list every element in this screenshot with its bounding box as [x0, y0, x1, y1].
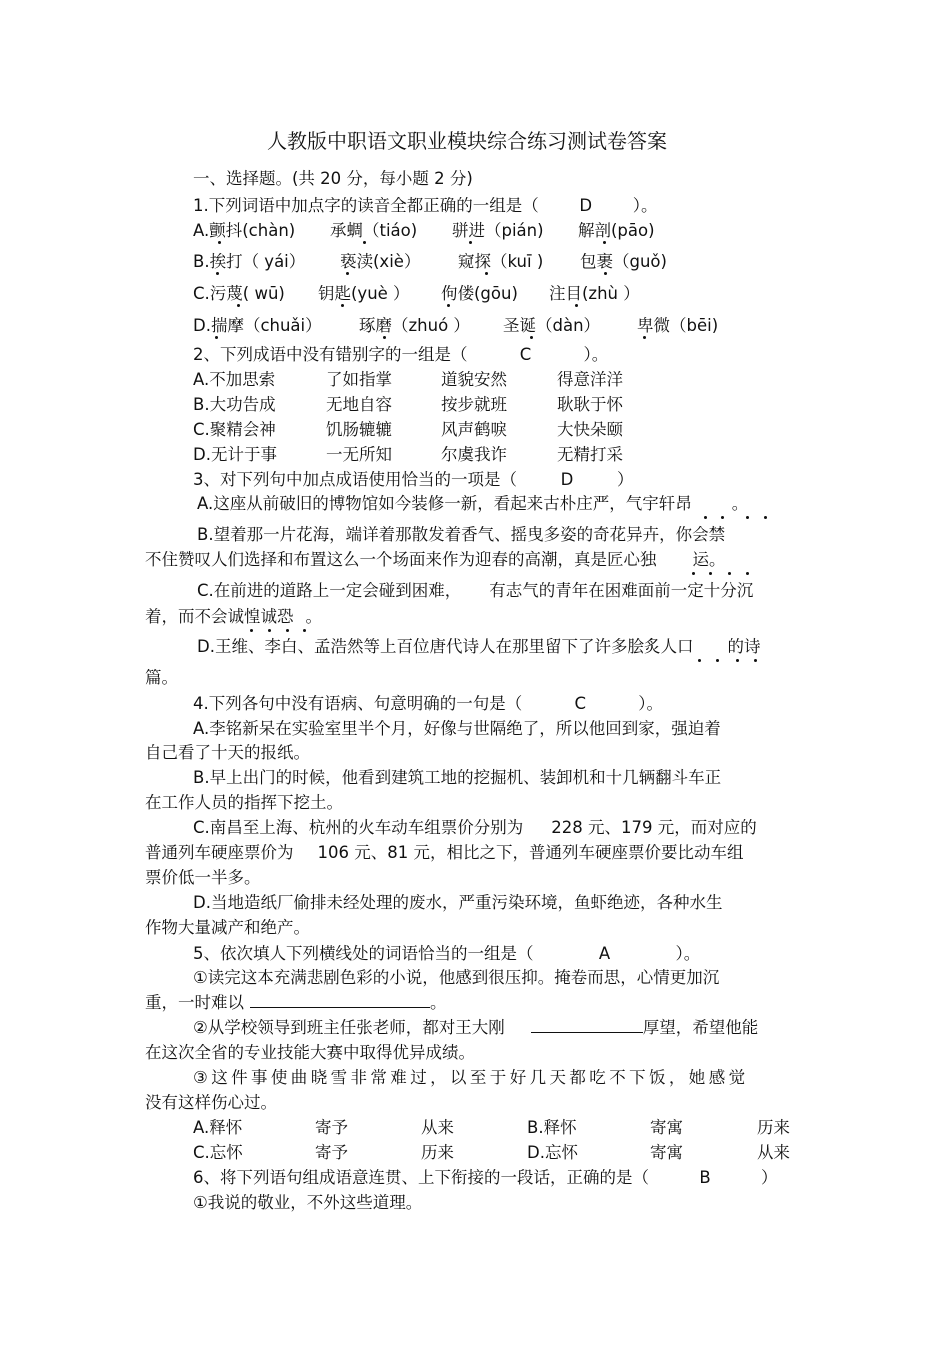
q3-option-b-line1: B.望着那一片花海，端详着那散发着香气、摇曳多姿的奇花异卉，你会禁 — [197, 525, 726, 544]
emphasis-dot — [346, 272, 349, 275]
q3-option-c-text-c: 着，而不会诚惶诚恐 — [145, 607, 294, 626]
question-1-stem — [193, 196, 658, 216]
q2-option-a-2: 了如指掌 — [326, 370, 392, 389]
q2-option-c-4: 大快朵颐 — [557, 420, 623, 439]
q2-option-a-4: 得意洋洋 — [557, 370, 623, 389]
emphasis-dot — [698, 659, 701, 662]
q5-sentence-2-line2: 在这次全省的专业技能大赛中取得优异成绩。 — [145, 1043, 475, 1062]
q5-option-b-3: 历来 — [757, 1118, 790, 1137]
q3-option-a-text: A.这座从前破旧的博物馆如今装修一新，看起来古朴庄严，气宇轩昂 — [197, 494, 692, 513]
q4-option-b-line2: 在工作人员的指挥下挖土。 — [145, 793, 343, 812]
emphasis-dot — [268, 629, 271, 632]
q2-option-a-1: A.不加思索 — [193, 370, 276, 389]
emphasis-dot — [469, 241, 472, 244]
emphasis-dot — [754, 659, 757, 662]
emphasis-dot — [215, 336, 218, 339]
question-2-stem — [193, 345, 608, 365]
document-title: 人教版中职语文职业模块综合练习测试卷答案 — [267, 129, 667, 153]
q5-option-a-3: 从来 — [421, 1118, 454, 1137]
q1-option-d-1: D.揣摩（chuǎi） — [193, 316, 322, 335]
emphasis-dot — [604, 272, 607, 275]
q5-option-a-1: A.释怀 — [193, 1118, 243, 1137]
q6-stem-end: ） — [761, 1168, 778, 1187]
q5-option-b-2: 寄寓 — [650, 1118, 683, 1137]
emphasis-dot — [485, 272, 488, 275]
q2-option-d-3: 尔虞我诈 — [441, 445, 507, 464]
q4-stem-start: 4.下列各句中没有语病、句意明确的一句是（ — [193, 694, 523, 713]
emphasis-dot — [447, 304, 450, 307]
emphasis-dot — [721, 516, 724, 519]
question-3-stem — [193, 470, 634, 490]
q3-option-c-text-b: 有志气的青年在困难面前一定十分沉 — [489, 581, 754, 600]
emphasis-dot — [746, 516, 749, 519]
q3-option-b-end: 运。 — [692, 550, 726, 569]
q5-sentence-1-end: 。 — [430, 993, 447, 1012]
q4-option-d-line2: 作物大量减产和绝产。 — [145, 918, 310, 937]
q5-stem-start: 5、依次填人下列横线处的词语恰当的一组是（ — [193, 944, 534, 963]
q4-option-d-line1: D.当地造纸厂偷排未经处理的废水，严重污染环境，鱼虾绝迹，各种水生 — [193, 893, 723, 912]
q3-option-a — [197, 494, 748, 514]
q1-option-a-4: 解剖(pāo) — [578, 221, 655, 240]
q2-option-c-2: 饥肠辘辘 — [326, 420, 392, 439]
q4-option-c-text-a: C.南昌至上海、杭州的火车动车组票价分别为 — [193, 818, 524, 837]
q2-option-c-3: 风声鹤唳 — [441, 420, 507, 439]
q5-sentence-1-line2 — [145, 993, 447, 1013]
q3-option-d-end: 的诗 — [727, 637, 761, 656]
q3-stem-start: 3、对下列句中加点成语使用恰当的一项是（ — [193, 470, 517, 489]
emphasis-dot — [692, 572, 695, 575]
q3-option-a-end: 。 — [731, 494, 749, 513]
q4-option-c-line3: 票价低一半多。 — [145, 868, 261, 887]
emphasis-dot — [363, 241, 366, 244]
q1-option-a-3: 骈进（pián) — [452, 221, 544, 240]
q2-option-d-4: 无精打采 — [557, 445, 623, 464]
q4-option-c-text-b: 228 元、179 元，而对应的 — [551, 818, 757, 837]
q4-option-a-line1: A.李铭新呆在实验室里半个月，好像与世隔绝了，所以他回到家，强迫着 — [193, 719, 721, 738]
q1-answer: D — [579, 196, 593, 215]
emphasis-dot — [716, 659, 719, 662]
q3-option-d-text: D.王维、李白、孟浩然等上百位唐代诗人在那里留下了许多脍炙人口 — [197, 637, 694, 656]
emphasis-dot — [237, 304, 240, 307]
q2-option-d-1: D.无计于事 — [193, 445, 277, 464]
emphasis-dot — [530, 336, 533, 339]
q4-option-c-line1 — [193, 818, 757, 838]
q2-option-a-3: 道貌安然 — [441, 370, 507, 389]
q4-stem-end: ）。 — [638, 694, 663, 713]
q2-option-b-2: 无地自容 — [326, 395, 392, 414]
q6-answer: B — [699, 1168, 711, 1187]
q1-option-c-1: C.污蔑( wū) — [193, 284, 285, 303]
question-5-stem — [193, 944, 700, 964]
question-6-stem — [193, 1168, 778, 1188]
q3-option-c-text-a: C.在前进的道路上一定会碰到困难， — [197, 581, 462, 600]
emphasis-dot — [746, 572, 749, 575]
q5-sentence-3-line1: ③这件事使曲晓雪非常难过，以至于好几天都吃不下饭，她感觉 — [193, 1068, 749, 1087]
q3-option-c-end: 。 — [305, 607, 322, 626]
emphasis-dot — [216, 272, 219, 275]
q3-option-d-line1 — [197, 637, 760, 657]
section-heading: 一、选择题。(共 20 分，每小题 2 分) — [193, 169, 473, 188]
q2-option-c-1: C.聚精会神 — [193, 420, 276, 439]
q5-option-a-2: 寄予 — [315, 1118, 348, 1137]
q5-sentence-1-line1: ①读完这本充满悲剧色彩的小说，他感到很压抑。掩卷而思，心情更加沉 — [193, 968, 720, 987]
fill-blank-line — [250, 993, 430, 1008]
q1-option-a-2: 承蜩（tiáo) — [330, 221, 418, 240]
q1-option-b-1: B.挨打（ yái） — [193, 252, 306, 271]
q1-option-c-2: 钥匙(yuè ） — [318, 284, 410, 303]
q4-answer: C — [574, 694, 587, 713]
q6-sentence-1: ①我说的敬业，不外这些道理。 — [193, 1193, 423, 1212]
q2-option-b-4: 耿耿于怀 — [557, 395, 623, 414]
q4-option-a-line2: 自己看了十天的报纸。 — [145, 743, 310, 762]
emphasis-dot — [603, 241, 606, 244]
q1-option-b-4: 包裹（guǒ) — [580, 252, 667, 271]
emphasis-dot — [341, 304, 344, 307]
q2-option-b-1: B.大功告成 — [193, 395, 276, 414]
fill-blank-line — [531, 1018, 643, 1033]
q3-option-c-line2 — [145, 607, 322, 627]
emphasis-dot — [643, 336, 646, 339]
q6-stem-start: 6、将下列语句组成语意连贯、上下衔接的一段话，正确的是（ — [193, 1168, 649, 1187]
q3-option-b-line2 — [145, 550, 726, 570]
q5-option-d-3: 从来 — [757, 1143, 790, 1162]
emphasis-dot — [575, 304, 578, 307]
q5-sentence-2-text-a: ②从学校领导到班主任张老师，都对王大刚 — [193, 1018, 505, 1037]
q2-stem-start: 2、下列成语中没有错别字的一组是（ — [193, 345, 468, 364]
q5-stem-end: ）。 — [675, 944, 701, 963]
q1-option-a-1: A.颤抖(chàn) — [193, 221, 296, 240]
q5-option-c-1: C.忘怀 — [193, 1143, 243, 1162]
q1-option-d-4: 卑微（bēi) — [637, 316, 719, 335]
emphasis-dot — [383, 336, 386, 339]
q3-option-b-text: 不住赞叹人们选择和布置这么一个场面来作为迎春的高潮，真是匠心独 — [145, 550, 657, 569]
emphasis-dot — [250, 629, 253, 632]
q3-option-d-line2: 篇。 — [145, 668, 178, 687]
q5-answer: A — [598, 944, 611, 963]
q5-sentence-1-text: 重，一时难以 — [145, 993, 244, 1012]
q1-option-b-2: 亵渎(xiè） — [340, 252, 421, 271]
q3-answer: D — [560, 470, 574, 489]
q4-option-c-text-c: 普通列车硬座票价为 — [145, 843, 294, 862]
q5-option-c-3: 历来 — [421, 1143, 454, 1162]
q3-stem-end: ） — [617, 470, 634, 489]
q1-option-c-4: 注目(zhù ） — [549, 284, 640, 303]
question-4-stem — [193, 694, 663, 714]
q1-stem-start: 1.下列词语中加点字的读音全都正确的一组是（ — [193, 196, 539, 215]
q5-option-b-1: B.释怀 — [527, 1118, 577, 1137]
q5-option-d-1: D.忘怀 — [527, 1143, 578, 1162]
q3-option-c-line1 — [197, 581, 753, 601]
q2-option-b-3: 按步就班 — [441, 395, 507, 414]
emphasis-dot — [709, 572, 712, 575]
q5-option-d-2: 寄寓 — [650, 1143, 683, 1162]
q5-option-c-2: 寄予 — [315, 1143, 348, 1162]
q4-option-c-text-d: 106 元、81 元，相比之下，普通列车硬座票价要比动车组 — [317, 843, 744, 862]
q2-option-d-2: 一无所知 — [326, 445, 392, 464]
q1-stem-end: ）。 — [632, 196, 658, 215]
q4-option-b-line1: B.早上出门的时候，他看到建筑工地的挖掘机、装卸机和十几辆翻斗车正 — [193, 768, 722, 787]
emphasis-dot — [286, 629, 289, 632]
emphasis-dot — [736, 659, 739, 662]
q5-sentence-2-text-b: 厚望，希望他能 — [642, 1018, 759, 1037]
q1-option-d-3: 圣诞（dàn） — [503, 316, 601, 335]
emphasis-dot — [303, 629, 306, 632]
emphasis-dot — [218, 241, 221, 244]
q1-option-b-3: 窥探（kuī ) — [458, 252, 544, 271]
q5-sentence-3-line2: 没有这样伤心过。 — [145, 1093, 277, 1112]
emphasis-dot — [764, 516, 767, 519]
q5-sentence-2-line1 — [193, 1018, 758, 1038]
q2-stem-end: ）。 — [583, 345, 609, 364]
emphasis-dot — [728, 572, 731, 575]
emphasis-dot — [704, 516, 707, 519]
q1-option-c-3: 佝偻(gōu) — [441, 284, 518, 303]
q1-option-d-2: 琢磨（zhuó ） — [359, 316, 470, 335]
q4-option-c-line2 — [145, 843, 743, 863]
q2-answer: C — [519, 345, 532, 364]
